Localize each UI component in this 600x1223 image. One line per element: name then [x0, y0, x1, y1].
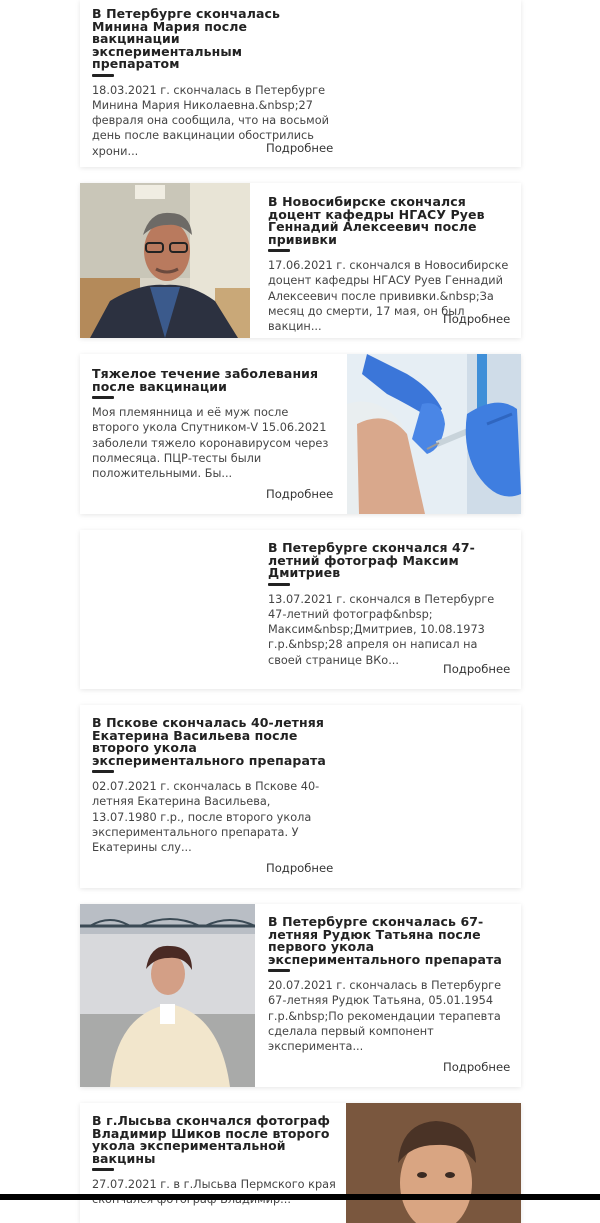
- article-card[interactable]: [80, 904, 521, 1087]
- article-photo[interactable]: [80, 530, 250, 689]
- article-card[interactable]: [80, 1103, 521, 1223]
- article-title[interactable]: Тяжелое течение заболевания после вакцинации: [92, 366, 319, 394]
- article-title[interactable]: В Пскове скончалась 40-летняя Екатерина Васильева после второго укола экспериментального препарата: [92, 715, 326, 768]
- article-excerpt: 18.03.2021 г. скончалась в Петербурге Минина Мария Николаевна.&nbsp;27 февраля она сообщила, что на восьмой день после вакцинации обострились хрони...: [92, 83, 329, 158]
- article-title[interactable]: В Петербурге скончалась 67-летняя Рудюк Татьяна после первого укола экспериментального препарата: [268, 914, 502, 967]
- title-underline: [92, 396, 114, 399]
- title-underline: [92, 770, 114, 773]
- more-link[interactable]: Подробнее: [443, 312, 511, 326]
- title-underline: [268, 969, 290, 972]
- article-excerpt: 17.06.2021 г. скончался в Новосибирске доцент кафедры НГАСУ Руев Геннадий Алексеевич после прививки.&nbsp;За месяц до смерти, 17 мая, он был вакцин...: [268, 259, 509, 334]
- bottom-edge: [0, 1194, 600, 1200]
- more-link[interactable]: Подробнее: [443, 1060, 511, 1074]
- article-excerpt: 02.07.2021 г. скончалась в Пскове 40-летняя Екатерина Васильева, 13.07.1980 г.р., после второго укола экспериментального препарата. У Екатерины слу...: [92, 780, 320, 855]
- article-photo[interactable]: [80, 904, 255, 1087]
- more-link[interactable]: Подробнее: [266, 141, 334, 155]
- article-photo[interactable]: [346, 1103, 521, 1223]
- more-link[interactable]: Подробнее: [443, 662, 511, 676]
- article-title[interactable]: В г.Лысьва скончался фотограф Владимир Шиков после второго укола экспериментальной вакцины: [92, 1113, 330, 1166]
- article-photo[interactable]: [347, 354, 521, 514]
- article-card[interactable]: [80, 354, 521, 514]
- more-link[interactable]: Подробнее: [266, 487, 334, 501]
- more-link[interactable]: Подробнее: [266, 861, 334, 875]
- article-card[interactable]: [80, 705, 521, 888]
- article-excerpt: 20.07.2021 г. скончалась в Петербурге 67-летняя Рудюк Татьяна, 05.01.1954 г.р.&nbsp;По рекомендации терапевта сделала первый компонент эксперимента...: [268, 979, 502, 1054]
- article-excerpt: Моя племянница и её муж после второго укола Спутником-V 15.06.2021 заболели тяжело коронавирусом через полмесяца. ПЦР-тесты были положительными. Бы...: [92, 406, 329, 481]
- article-title[interactable]: В Новосибирске скончался доцент кафедры НГАСУ Руев Геннадий Алексеевич после прививки: [268, 194, 485, 247]
- title-underline: [92, 1168, 114, 1171]
- article-excerpt: 27.07.2021 г. в г.Лысьва Пермского края: [92, 1178, 336, 1191]
- title-underline: [268, 249, 290, 252]
- article-card[interactable]: [80, 183, 521, 338]
- article-photo[interactable]: [80, 183, 250, 338]
- title-underline: [268, 583, 290, 586]
- article-title[interactable]: В Петербурге скончался 47-летний фотограф Максим Дмитриев: [268, 540, 475, 580]
- article-excerpt: 13.07.2021 г. скончался в Петербурге 47-летний фотограф&nbsp; Максим&nbsp;Дмитриев, 10.08.1973 г.р.&nbsp;28 апреля он написал на своей странице ВКо...: [268, 592, 495, 667]
- article-card[interactable]: [80, 530, 521, 689]
- article-title[interactable]: В Петербурге скончалась Минина Мария после вакцинации экспериментальным препаратом: [92, 6, 281, 71]
- title-underline: [92, 74, 114, 77]
- article-card[interactable]: [80, 0, 521, 167]
